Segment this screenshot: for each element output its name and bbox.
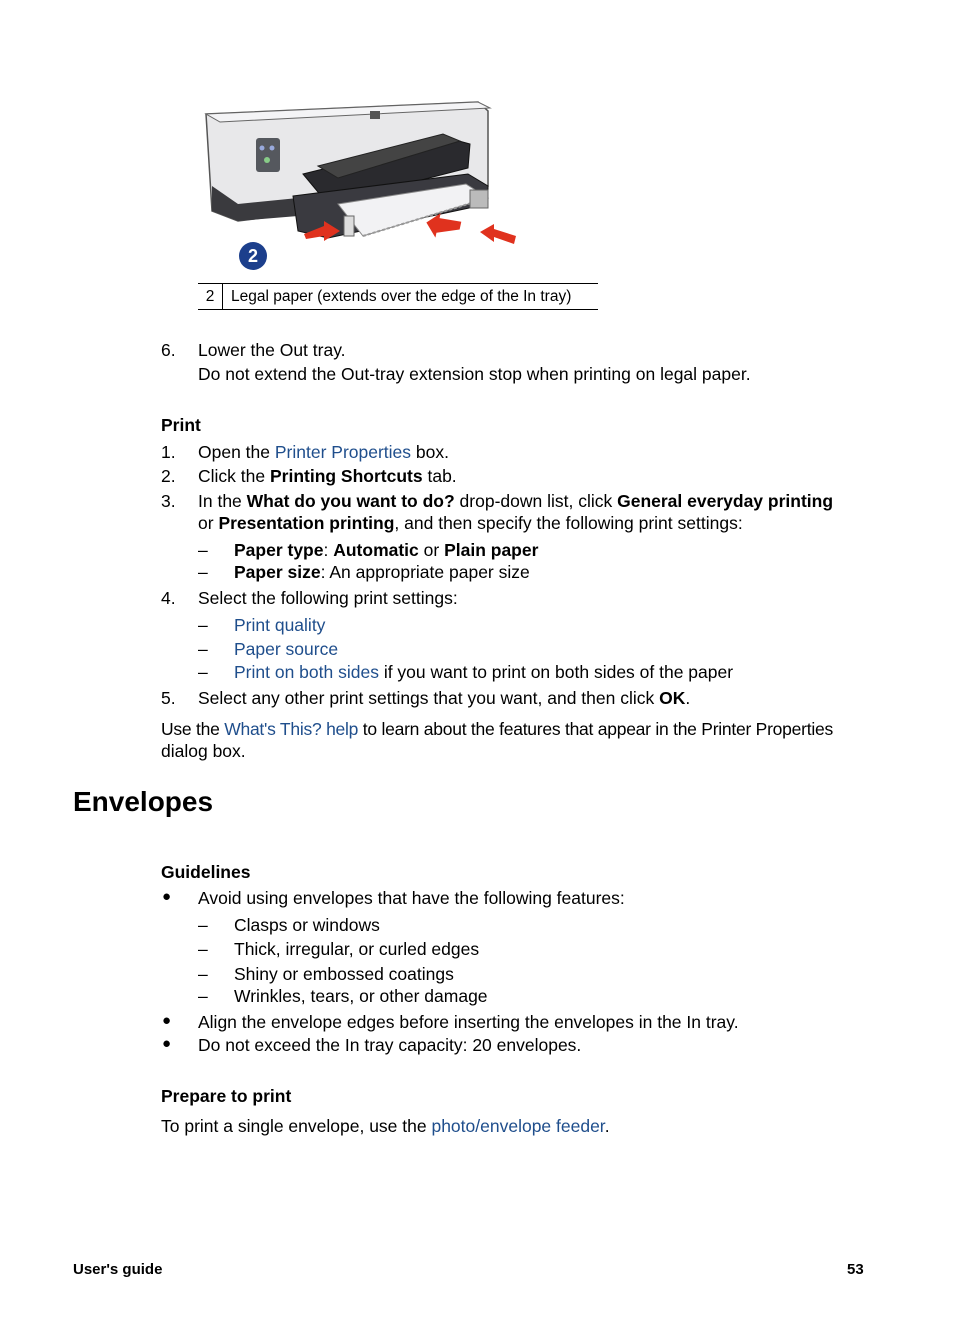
feature-1-dash: – <box>198 915 208 935</box>
feature-damage: Wrinkles, tears, or other damage <box>234 986 488 1006</box>
step-5-pre: Select any other print settings that you want, and then click <box>198 688 660 708</box>
bullet-1: ● <box>162 888 172 905</box>
print-on-both-sides-link[interactable]: Print on both sides <box>234 662 379 682</box>
paper-type-plain: Plain paper <box>444 540 539 560</box>
step-5-text <box>198 688 690 709</box>
step-3-bold-1: What do you want to do? <box>246 491 455 511</box>
envelopes-title: Envelopes <box>73 786 214 817</box>
prepare-heading: Prepare to print <box>161 1086 292 1106</box>
step-3-sub-2-dash: – <box>198 562 208 582</box>
step-2-post: tab. <box>422 466 457 486</box>
step-6-note: Do not extend the Out-tray extension stop when printing on legal paper. <box>198 364 751 384</box>
step-1-number: 1. <box>161 442 176 462</box>
printer-legal-paper-illustration <box>198 86 538 276</box>
paper-source-link[interactable]: Paper source <box>234 639 339 659</box>
paper-type-colon: : <box>323 540 334 560</box>
step-1-post: box. <box>411 442 449 462</box>
step-2-text <box>198 466 457 487</box>
feature-clasps: Clasps or windows <box>234 915 380 935</box>
step-3-line2-post: , and then specify the following print settings: <box>394 513 743 533</box>
print-heading: Print <box>161 415 201 435</box>
step-3-line-2 <box>198 513 743 534</box>
feature-edges: Thick, irregular, or curled edges <box>234 939 480 959</box>
paper-type-automatic: Automatic <box>333 540 419 560</box>
guideline-1: Avoid using envelopes that have the following features: <box>198 888 625 908</box>
step-1-pre: Open the <box>198 442 275 462</box>
step-6-text: Lower the Out tray. <box>198 340 346 360</box>
print-on-both-sides-rest: if you want to print on both sides of the paper <box>378 662 734 682</box>
guideline-3: Do not exceed the In tray capacity: 20 envelopes. <box>198 1035 582 1055</box>
step-6-number: 6. <box>161 340 176 360</box>
step-2-pre: Click the <box>198 466 270 486</box>
step-3-line-1 <box>198 491 833 512</box>
feature-coatings: Shiny or embossed coatings <box>234 964 454 984</box>
step-3-bold-2: General everyday printing <box>617 491 834 511</box>
step-3-sub-2 <box>234 562 530 583</box>
step-5-number: 5. <box>161 688 176 708</box>
page-number: 53 <box>847 1261 864 1278</box>
step-4-number: 4. <box>161 588 176 608</box>
step-3-mid: drop-down list, click <box>454 491 618 511</box>
prepare-paragraph <box>161 1116 610 1137</box>
paper-type-or: or <box>418 540 445 560</box>
photo-envelope-feeder-link[interactable]: photo/envelope feeder <box>431 1116 605 1136</box>
paper-size-rest: : An appropriate paper size <box>320 562 530 582</box>
step-4-sub-3-dash: – <box>198 662 208 682</box>
callout-number-2: 2 <box>247 246 258 266</box>
printer-properties-link[interactable]: Printer Properties <box>274 442 412 462</box>
step-2-number: 2. <box>161 466 176 486</box>
step-3-bold-3: Presentation printing <box>218 513 395 533</box>
guideline-2: Align the envelope edges before inserting the envelopes in the In tray. <box>198 1012 739 1032</box>
help-paragraph-line-1 <box>161 719 833 740</box>
feature-3-dash: – <box>198 964 208 984</box>
bullet-2: ● <box>162 1012 172 1029</box>
step-3-sub-1-dash: – <box>198 540 208 560</box>
step-3-number: 3. <box>161 491 176 511</box>
guidelines-heading: Guidelines <box>161 862 251 882</box>
print-quality-link[interactable]: Print quality <box>234 615 326 635</box>
caption-number: 2 <box>198 284 223 309</box>
help-paragraph-line-2: dialog box. <box>161 741 246 761</box>
step-4-sub-2-dash: – <box>198 639 208 659</box>
step-3-sub-1 <box>234 540 538 561</box>
feature-4-dash: – <box>198 986 208 1006</box>
step-2-bold: Printing Shortcuts <box>269 466 423 486</box>
step-4-sub-3 <box>234 662 733 683</box>
help-post: to learn about the features that appear in the Printer Properties <box>358 719 833 739</box>
paper-size-label: Paper size <box>234 562 321 582</box>
paper-type-label: Paper type <box>234 540 324 560</box>
step-5-post: . <box>685 688 691 708</box>
step-1-text <box>198 442 449 463</box>
step-3-pre: In the <box>198 491 247 511</box>
step-5-ok: OK <box>659 688 686 708</box>
prepare-post: . <box>604 1116 610 1136</box>
step-4-text: Select the following print settings: <box>198 588 458 608</box>
feature-2-dash: – <box>198 939 208 959</box>
step-4-sub-1-dash: – <box>198 615 208 635</box>
figure-caption-table <box>198 283 598 310</box>
bullet-3: ● <box>162 1035 172 1052</box>
prepare-pre: To print a single envelope, use the <box>161 1116 432 1136</box>
caption-text: Legal paper (extends over the edge of the In tray) <box>231 288 572 305</box>
footer-guide-label: User's guide <box>73 1261 163 1278</box>
whats-this-help-link[interactable]: What's This? help <box>224 719 359 739</box>
step-3-line2-pre: or <box>198 513 219 533</box>
help-pre: Use the <box>161 719 225 739</box>
